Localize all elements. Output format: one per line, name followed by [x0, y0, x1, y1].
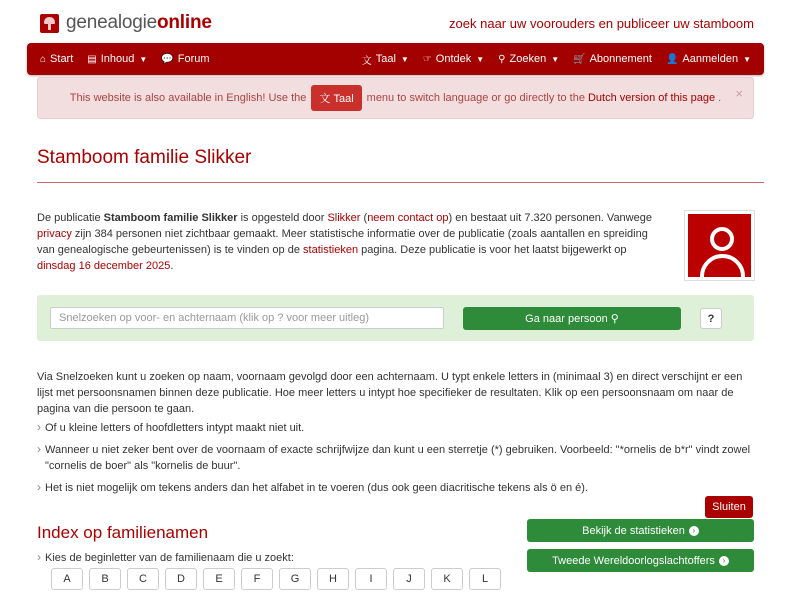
go-to-person-button[interactable]: Ga naar persoon ⚲ — [463, 307, 681, 330]
ww2-victims-button[interactable]: Tweede Wereldoorlogslachtoffers › — [527, 549, 754, 572]
user-icon: 👤 — [665, 53, 679, 65]
alert-taal-button[interactable]: 文 Taal — [311, 85, 361, 111]
nav-right — [355, 43, 758, 75]
cart-icon: 🛒 — [573, 53, 586, 65]
index-hint: › Kies de beginletter van de familienaam die u zoekt: — [37, 551, 294, 565]
chevron-down-icon: ▼ — [400, 54, 409, 64]
page-title: Stamboom familie Slikker — [37, 147, 252, 168]
nav-ontdek[interactable]: ☞ Ontdek ▼ — [422, 53, 485, 65]
title-divider — [37, 182, 764, 183]
search-help-button[interactable]: ? — [700, 308, 722, 329]
view-statistics-button[interactable]: Bekijk de statistieken › — [527, 519, 754, 542]
dutch-version-link[interactable]: Dutch version of this page — [587, 92, 716, 104]
chevron-down-icon: ▼ — [551, 54, 560, 64]
tagline: zoek naar uw voorouders en publiceer uw stamboom — [449, 16, 754, 31]
pointer-hand-icon: ☞ — [422, 53, 432, 65]
site-logo[interactable] — [40, 12, 212, 34]
author-link[interactable]: Slikker — [327, 212, 361, 224]
arrow-right-circle-icon: › — [689, 526, 699, 536]
search-tips — [37, 420, 757, 502]
arrow-right-circle-icon: › — [719, 556, 729, 566]
letter-button[interactable]: L — [469, 568, 501, 590]
letter-button[interactable]: A — [51, 568, 83, 590]
letter-button[interactable]: I — [355, 568, 387, 590]
list-item: › Wanneer u niet zeker bent over de voornaam of exacte schrijfwijze dan kunt u een sterretje (*) gebruiken. Voorbeeld: "*ornelis de b*r" vindt zowel "cornelis de boer" als "kornelis de buur". — [37, 442, 757, 474]
home-icon: ⌂ — [40, 53, 47, 65]
language-icon: 文 — [361, 55, 372, 67]
nav-zoeken[interactable]: ⚲ Zoeken ▼ — [498, 53, 560, 65]
comments-icon: 💬 — [161, 53, 174, 65]
search-explanation: Via Snelzoeken kunt u zoeken op naam, voornaam gevolgd door een achternaam. U typt enkele letters in (minimaal 3) en direct verschijnt er een lijst met persoonsnamen binnen deze publicatie. Hoe meer letters u intypt hoe specifieker de resultaten. Klik op een persoonsnaam om naar de pagina van die persoon te gaan. — [37, 371, 743, 415]
nav-left — [33, 43, 217, 75]
nav-abonnement[interactable]: 🛒 Abonnement — [573, 53, 652, 65]
quick-search-panel — [37, 295, 754, 341]
letter-button[interactable]: G — [279, 568, 311, 590]
nav-aanmelden[interactable]: 👤 Aanmelden ▼ — [665, 53, 751, 65]
letter-button[interactable]: B — [89, 568, 121, 590]
nav-forum[interactable]: 💬 Forum — [161, 53, 210, 65]
main-navbar — [27, 43, 764, 75]
language-icon: 文 — [319, 93, 331, 105]
tree-logo-icon — [40, 14, 59, 33]
quick-search-input[interactable] — [50, 307, 444, 329]
language-alert: This website is also available in English! Use the 文 Taal menu to switch language or go directly to the Dutch version of this page . × — [37, 77, 754, 119]
publication-intro: De publicatie Stamboom familie Slikker is opgesteld door Slikker (neem contact op) en bestaat uit 7.320 personen. Vanwege privacy zijn 384 personen niet zichtbaar gemaakt. Meer statistische informatie over de publicatie (zoals aantallen en spreiding van genealogische gebeurtenissen) is te vinden op de statistieken pagina. Deze publicatie is voor het laatst bijgewerkt op dinsdag 16 december 2025. — [37, 212, 652, 272]
list-item: › Het is niet mogelijk om tekens anders dan het alfabet in te voeren (dus ook geen diacritische tekens als ö en é). — [37, 480, 757, 496]
search-icon: ⚲ — [498, 53, 506, 65]
close-help-button[interactable]: Sluiten — [705, 496, 753, 518]
nav-taal[interactable]: 文 Taal ▼ — [361, 53, 409, 67]
chevron-down-icon: ▼ — [743, 54, 751, 64]
letter-button[interactable]: F — [241, 568, 273, 590]
letter-button[interactable]: J — [393, 568, 425, 590]
user-silhouette-icon — [710, 227, 734, 251]
publication-name: Stamboom familie Slikker — [103, 212, 238, 224]
letter-button[interactable]: H — [317, 568, 349, 590]
letter-button[interactable]: E — [203, 568, 235, 590]
privacy-link[interactable]: privacy — [37, 228, 72, 240]
logo-text: genealogieonline — [66, 12, 212, 33]
user-silhouette-body — [700, 254, 745, 280]
statistics-link[interactable]: statistieken — [303, 244, 359, 256]
date-link[interactable]: dinsdag 16 december 2025 — [37, 260, 171, 272]
close-icon[interactable]: × — [735, 86, 743, 101]
contact-link[interactable]: neem contact op — [367, 212, 449, 224]
chevron-down-icon: ▼ — [476, 54, 485, 64]
search-icon: ⚲ — [610, 313, 619, 325]
letter-button[interactable]: C — [127, 568, 159, 590]
index-title: Index op familienamen — [37, 523, 209, 542]
list-item: › Of u kleine letters of hoofdletters intypt maakt niet uit. — [37, 420, 757, 436]
book-icon: ▤ — [87, 53, 97, 65]
letter-button[interactable]: D — [165, 568, 197, 590]
nav-inhoud[interactable]: ▤ Inhoud ▼ — [87, 53, 148, 65]
letter-button[interactable]: K — [431, 568, 463, 590]
author-avatar[interactable] — [685, 211, 754, 280]
chevron-down-icon: ▼ — [139, 54, 148, 64]
letter-index — [51, 568, 521, 590]
nav-start[interactable]: ⌂ Start — [40, 53, 74, 65]
